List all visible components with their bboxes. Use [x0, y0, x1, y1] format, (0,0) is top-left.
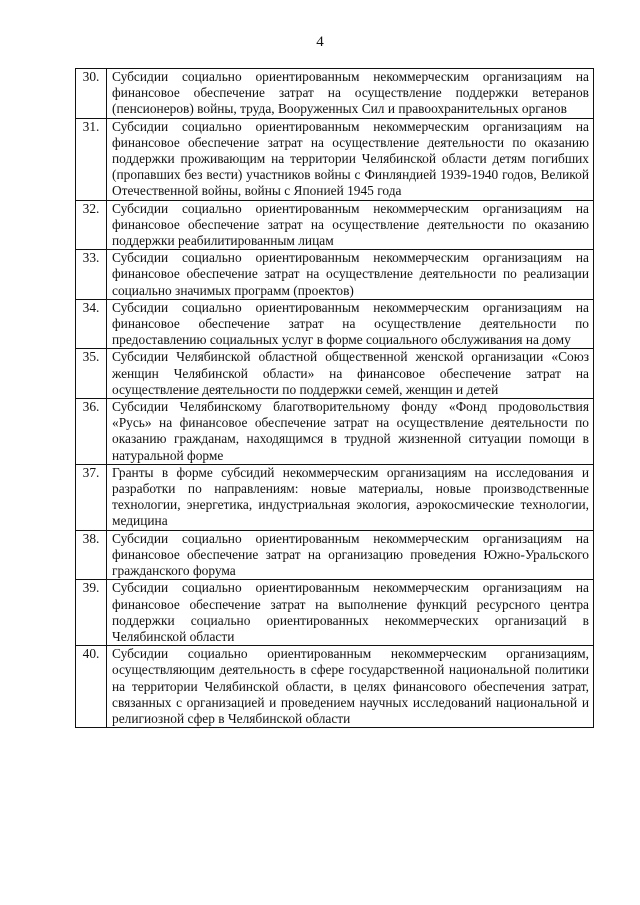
row-text: Субсидии социально ориентированным некоммерческим организациям на финансовое обеспечение затрат на организацию проведения Южно-Уральского гражданского форума	[107, 530, 594, 580]
table-row	[76, 200, 594, 250]
table-row	[76, 118, 594, 200]
row-text: Субсидии социально ориентированным некоммерческим организациям, осуществляющим деятельность в сфере государственной национальной политики на территории Челябинской области, в целях финансового обеспечения затрат, связанных с организацией и проведением научных исследований национальной и религиозной сфер в Челябинской области	[107, 646, 594, 728]
row-text: Субсидии Челябинскому благотворительному фонду «Фонд продовольствия «Русь» на финансовое обеспечение затрат на осуществление деятельности по оказанию гражданам, находящимся в трудной жизненной ситуации помощи в натуральной форме	[107, 399, 594, 465]
row-text: Гранты в форме субсидий некоммерческим организациям на исследования и разработки по направлениям: новые материалы, новые производственные технологии, энергетика, индустриальная экология, аэрокосмические технологии, медицина	[107, 464, 594, 530]
row-number: 40.	[76, 646, 107, 728]
row-text: Субсидии социально ориентированным некоммерческим организациям на финансовое обеспечение затрат на осуществление деятельности по предоставлению социальных услуг в форме социального обслуживания на дому	[107, 299, 594, 349]
row-text: Субсидии социально ориентированным некоммерческим организациям на финансовое обеспечение затрат на осуществление деятельности по реализации социально значимых программ (проектов)	[107, 250, 594, 300]
row-text: Субсидии социально ориентированным некоммерческим организациям на финансовое обеспечение затрат на выполнение функций ресурсного центра поддержки социально ориентированных некоммерческих организаций в Челябинской области	[107, 580, 594, 646]
row-number: 37.	[76, 464, 107, 530]
row-number: 39.	[76, 580, 107, 646]
row-number: 35.	[76, 349, 107, 399]
table-row	[76, 299, 594, 349]
row-text: Субсидии социально ориентированным некоммерческим организациям на финансовое обеспечение затрат на осуществление деятельности по оказанию поддержки проживающим на территории Челябинской области детям погибших (пропавших без вести) участников войны с Финляндией 1939-1940 годов, Великой Отечественной войны, войны с Японией 1945 года	[107, 118, 594, 200]
row-number: 30.	[76, 69, 107, 119]
page-number: 4	[316, 34, 324, 50]
row-number: 36.	[76, 399, 107, 465]
row-text: Субсидии Челябинской областной общественной женской организации «Союз женщин Челябинской области» на финансовое обеспечение затрат на осуществление деятельности по поддержки семей, женщин и детей	[107, 349, 594, 399]
subsidies-table	[75, 68, 594, 728]
table-row	[76, 464, 594, 530]
row-number: 38.	[76, 530, 107, 580]
table-row	[76, 530, 594, 580]
row-number: 31.	[76, 118, 107, 200]
table-row	[76, 399, 594, 465]
row-number: 34.	[76, 299, 107, 349]
row-text: Субсидии социально ориентированным некоммерческим организациям на финансовое обеспечение затрат на осуществление поддержки ветеранов (пенсионеров) войны, труда, Вооруженных Сил и правоохранительных органов	[107, 69, 594, 119]
row-text: Субсидии социально ориентированным некоммерческим организациям на финансовое обеспечение затрат на осуществление деятельности по оказанию поддержки реабилитированным лицам	[107, 200, 594, 250]
table-row	[76, 250, 594, 300]
table-row	[76, 580, 594, 646]
table-row	[76, 69, 594, 119]
row-number: 33.	[76, 250, 107, 300]
table-row	[76, 646, 594, 728]
table-row	[76, 349, 594, 399]
row-number: 32.	[76, 200, 107, 250]
